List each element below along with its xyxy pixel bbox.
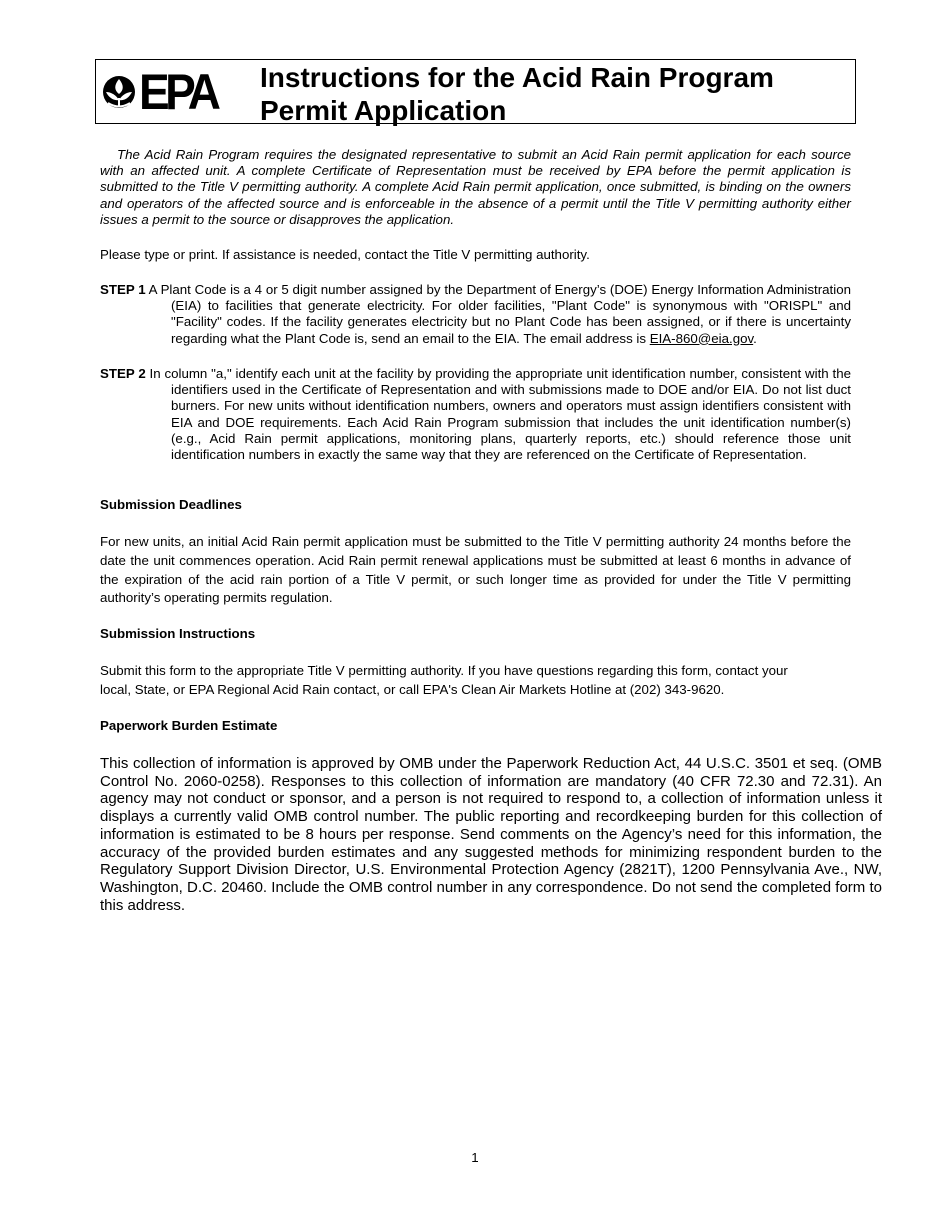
please-type-note: Please type or print. If assistance is needed, contact the Title V permitting authority.: [100, 247, 590, 262]
step-1: [100, 282, 851, 347]
epa-flower-icon: [102, 72, 136, 112]
step-1-label: STEP 1: [100, 282, 146, 297]
epa-logo-text: EPA: [139, 64, 217, 120]
submission-instructions-text: [100, 662, 851, 700]
submission-deadlines-heading: Submission Deadlines: [100, 497, 242, 512]
step-2-text: In column "a," identify each unit at the facility by providing the appropriate unit identification number, consistent with the identifiers used in the Certificate of Representation and with submissions made to DOE and/or EIA. Do not list duct burners. For new units without identification numbers, owners and operators must assign identifiers consistent with EIA and DOE requirements. Each Acid Rain Program submission that includes the unit identification number(s) (e.g., Acid Rain permit applications, monitoring plans, quarterly reports, etc.) should reference those unit identification numbers in exactly the same way that they are referenced on the Certificate of Representation.: [149, 366, 851, 463]
document-header: [95, 59, 856, 124]
paperwork-burden-text: This collection of information is approved by OMB under the Paperwork Reduction Act, 44 U.S.C. 3501 et seq. (OMB Control No. 2060-0258). Responses to this collection of information are mandatory (40 CFR 72.30 and 72.31). An agency may not conduct or sponsor, and a person is not required to respond to, a collection of information unless it displays a currently valid OMB control number. The public reporting and recordkeeping burden for this collection of information is estimated to be 8 hours per response. Send comments on the Agency’s need for this information, the accuracy of the provided burden estimates and any suggested methods for minimizing respondent burden to the Regulatory Support Division Director, U.S. Environmental Protection Agency (2821T), 1200 Pennsylvania Ave., NW, Washington, D.C. 20460. Include the OMB control number in any correspondence. Do not send the completed form to this address.: [100, 755, 882, 914]
page-title-line2: Permit Application: [260, 95, 507, 126]
page-number: 1: [471, 1150, 479, 1165]
step-1-end: .: [753, 330, 757, 346]
submission-instructions-line2: local, State, or EPA Regional Acid Rain contact, or call EPA's Clean Air Markets Hotline at (202) 343-9620.: [100, 681, 725, 697]
intro-paragraph: The Acid Rain Program requires the designated representative to submit an Acid Rain permit application for each source with an affected unit. A complete Certificate of Representation must be received by EPA before the permit application is submitted to the Title V permitting authority. A complete Acid Rain permit application, once submitted, is binding on the owners and operators of the affected source and is enforceable in the absence of a permit until the Title V permitting authority either issues a permit to the source or disapproves the application.: [100, 147, 851, 227]
paperwork-burden-heading: Paperwork Burden Estimate: [100, 718, 278, 733]
step-2-label: STEP 2: [100, 366, 146, 381]
page-title-line1: Instructions for the Acid Rain Program: [260, 62, 774, 93]
epa-logo: [102, 64, 232, 120]
submission-instructions-heading: Submission Instructions: [100, 626, 256, 641]
submission-instructions-line1: Submit this form to the appropriate Title V permitting authority. If you have questions regarding this form, contact your: [100, 663, 788, 678]
step-1-text: A Plant Code is a 4 or 5 digit number assigned by the Department of Energy’s (DOE) Energy Information Administration (EIA) to facilities that generate electricity. For older facilities, "Plant Code" is synonymous with "ORISPL" and "Facility" codes. If the facility generates electricity but no Plant Code has been assigned, or if there is uncertainty regarding what the Plant Code is, send an email to the EIA. The email address is: [148, 282, 851, 346]
page-title: [260, 61, 850, 127]
step-2: [100, 366, 851, 463]
submission-deadlines-text: For new units, an initial Acid Rain permit application must be submitted to the Title V permitting authority 24 months before the date the unit commences operation. Acid Rain permit renewal applications must be submitted at least 6 months in advance of the expiration of the acid rain portion of a Title V permit, or such longer time as provided for under the Title V permitting authority’s operating permits regulation.: [100, 534, 851, 606]
eia-email-link[interactable]: EIA-860@eia.gov: [649, 330, 754, 346]
